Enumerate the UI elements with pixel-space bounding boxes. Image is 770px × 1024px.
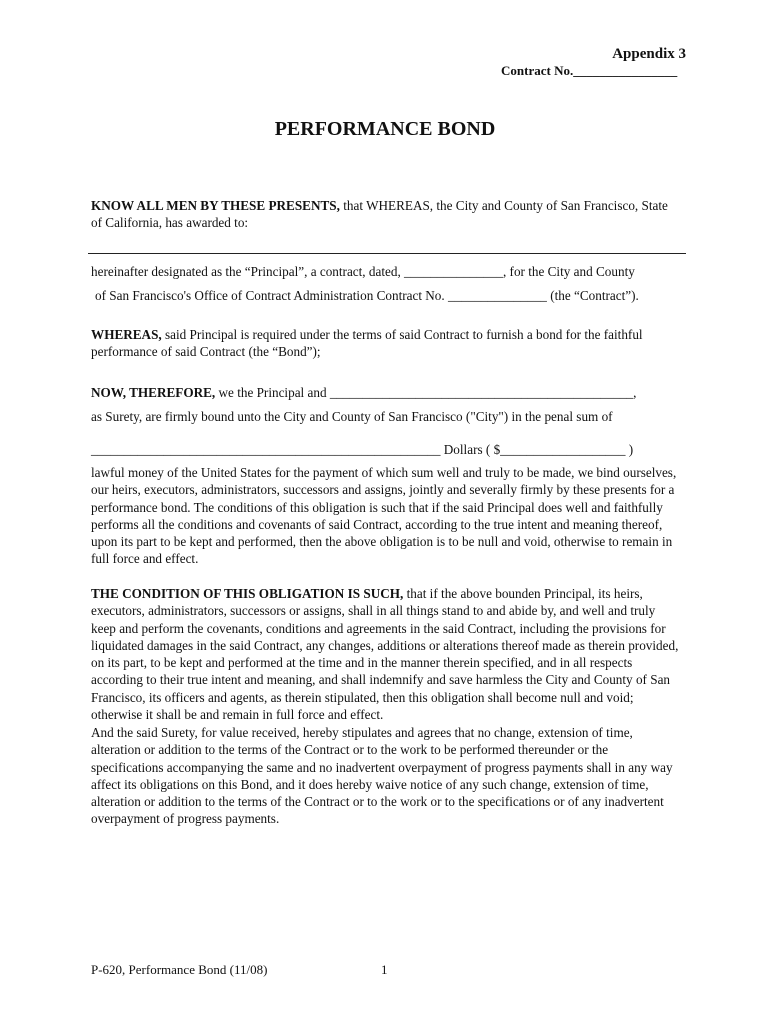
principal-line-2: of San Francisco's Office of Contract Administration Contract No. _______________ (the “Contract”). bbox=[95, 288, 639, 303]
surety-paragraph: And the said Surety, for value received, hereby stipulates and agrees that no change, extension of time, alteration or addition to the terms of the Contract or to the work to be performed thereunder or the specifications accompanying the same and no inadvertent overpayment of progress payments shall in any way affect its obligations on this Bond, and it does hereby waive notice of any such change, extension of time, alteration or addition to the terms of the Contract or to the work or to the specifications or of any inadvertent overpayment of progress payments. bbox=[91, 725, 673, 827]
whereas-text: said Principal is required under the terms of said Contract to furnish a bond for the faithful performance of said Contract (the “Bond”); bbox=[91, 327, 643, 360]
page-number: 1 bbox=[381, 962, 388, 977]
surety-line: as Surety, are firmly bound unto the City and County of San Francisco ("City") in the penal sum of bbox=[91, 409, 613, 424]
intro-lead: KNOW ALL MEN BY THESE PRESENTS, bbox=[91, 198, 340, 213]
page-title: PERFORMANCE BOND bbox=[274, 118, 496, 140]
condition-paragraph bbox=[91, 585, 681, 723]
intro-text: that WHEREAS, the City and County of San Francisco, State of California, has awarded to: bbox=[91, 198, 668, 231]
now-therefore-text: we the Principal and ______________________________________________, bbox=[215, 385, 637, 400]
condition-text: that if the above bounden Principal, its heirs, executors, administrators, successors or assigns, shall in all things stand to and abide by, and well and truly keep and perform the covenants, conditions and agreements in the said Contract, including the provisions for liquidated damages in the said Contract, any changes, additions or alterations thereof made as therein provided, on its part, to be kept and performed at the time and in the manner therein specified, and in all respects according to their true intent and meaning, and shall indemnify and save harmless the City and County of San Francisco, its officers and agents, as therein stipulated, then this obligation shall become null and void; otherwise it shall be and remain in full force and effect. bbox=[91, 586, 679, 723]
now-therefore-lead: NOW, THEREFORE, bbox=[91, 385, 216, 400]
contract-number-field[interactable]: Contract No.________________ bbox=[501, 63, 678, 78]
form-id: P-620, Performance Bond (11/08) bbox=[91, 962, 268, 977]
principal-line-1: hereinafter designated as the “Principal”, a contract, dated, _______________, for the City and County bbox=[91, 264, 635, 279]
appendix-label: Appendix 3 bbox=[612, 46, 686, 62]
lawful-money-paragraph: lawful money of the United States for the payment of which sum well and truly to be made, we bind ourselves, our heirs, executors, administrators, successors and assigns, jointly and severally firmly by these presents for a performance bond. The conditions of this obligation is such that if the said Principal does well and faithfully performs all the conditions and covenants of said Contract, according to the true intent and meaning thereof, upon its part to be kept and performed, then the above obligation is to be null and void, otherwise to remain in full force and effect. bbox=[91, 465, 677, 567]
whereas-paragraph bbox=[91, 326, 681, 361]
condition-lead: THE CONDITION OF THIS OBLIGATION IS SUCH, bbox=[91, 586, 404, 601]
whereas-lead: WHEREAS, bbox=[91, 327, 162, 342]
now-therefore-line bbox=[91, 384, 681, 401]
dollars-line: _____________________________________________________ Dollars ( $___________________ ) bbox=[91, 442, 634, 457]
intro-paragraph bbox=[91, 197, 681, 232]
awardee-blank-line[interactable] bbox=[88, 253, 686, 254]
